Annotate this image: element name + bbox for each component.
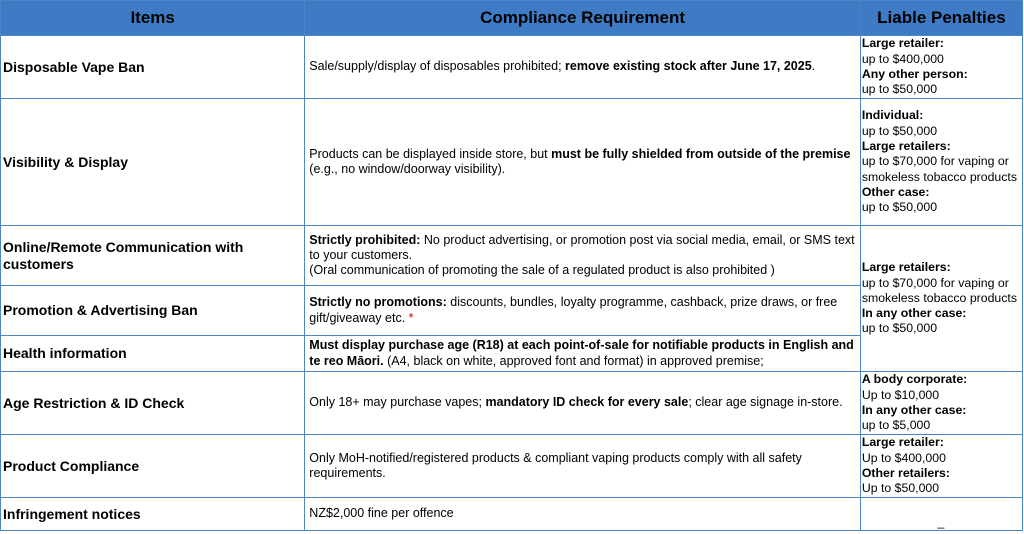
penalty-value: up to $50,000 [861, 200, 938, 215]
requirement-emphasis: mandatory ID check for every sale [485, 395, 689, 410]
requirement-text-end: . [811, 59, 816, 74]
header-liable-penalties: Liable Penalties [860, 1, 1022, 36]
requirement-emphasis: Strictly no promotions: [309, 295, 447, 310]
requirement-cell [305, 286, 861, 336]
table-row [1, 435, 1023, 498]
requirement-emphasis: must be fully shielded from outside of the premise [551, 146, 851, 161]
penalty-label: Any other person: [861, 67, 968, 81]
requirement-emphasis: Must display purchase age (R18) at each point-of-sale for notifiable products in English and te reo Māori. [309, 338, 854, 368]
requirement-cell [305, 336, 861, 372]
penalty-value: Up to $400,000 [861, 450, 946, 465]
requirement-cell [305, 435, 861, 498]
penalty-label: Large retailers: [861, 139, 951, 154]
penalty-value: up to $70,000 for vaping or smokeless tobacco products [861, 275, 1017, 305]
penalty-value: up to $50,000 [861, 321, 938, 336]
requirement-text: (A4, black on white, approved font and format) in approved premise; [383, 353, 764, 368]
penalty-value: up to $50,000 [861, 123, 938, 138]
penalty-label: Large retailer: [861, 36, 944, 51]
requirement-text: Only 18+ may purchase vapes; [309, 395, 486, 410]
penalty-cell [860, 99, 1022, 226]
requirement-text: NZ$2,000 fine per offence [309, 506, 454, 521]
requirement-emphasis: Strictly prohibited: [309, 232, 421, 247]
item-cell: Online/Remote Communication with customers [1, 226, 305, 286]
requirement-cell [305, 36, 861, 99]
penalty-value: up to $50,000 [861, 82, 938, 97]
penalty-label: Other retailers: [861, 466, 950, 480]
item-cell: Health information [1, 336, 305, 372]
requirement-cell [305, 226, 861, 286]
table-row [1, 226, 1023, 286]
requirement-cell [305, 498, 861, 531]
header-items: Items [1, 1, 305, 36]
penalty-cell [860, 36, 1022, 99]
requirement-text: Only MoH-notified/registered products & compliant vaping products comply with all safety requirements. [309, 450, 802, 480]
requirement-note: (Oral communication of promoting the sale of a regulated product is also prohibited ) [309, 263, 775, 278]
item-cell: Promotion & Advertising Ban [1, 286, 305, 336]
requirement-text-end: ; clear age signage in-store. [688, 395, 843, 410]
penalty-cell [860, 226, 1022, 372]
table-row [1, 498, 1023, 531]
penalty-value: Up to $10,000 [861, 387, 940, 402]
penalty-cell [860, 372, 1022, 435]
penalty-label: In any other case: [861, 306, 967, 321]
penalty-label: Large retailers: [861, 260, 951, 275]
requirement-cell [305, 99, 861, 226]
penalty-label: A body corporate: [861, 372, 968, 387]
item-cell: Infringement notices [1, 498, 305, 531]
requirement-emphasis: remove existing stock after June 17, 2025 [565, 59, 812, 74]
empty-dash: _ [937, 514, 945, 529]
penalty-label: Individual: [861, 108, 924, 123]
penalty-value: up to $5,000 [861, 418, 931, 433]
item-cell: Disposable Vape Ban [1, 36, 305, 99]
header-row [1, 1, 1023, 36]
item-cell: Visibility & Display [1, 99, 305, 226]
penalty-cell [860, 435, 1022, 498]
penalty-cell [860, 498, 1022, 531]
requirement-cell [305, 372, 861, 435]
requirement-text: Products can be displayed inside store, but [309, 146, 552, 161]
item-cell: Age Restriction & ID Check [1, 372, 305, 435]
header-compliance-requirement: Compliance Requirement [305, 1, 861, 36]
penalty-label: Large retailer: [861, 435, 944, 450]
asterisk-mark: * [408, 310, 414, 325]
table-row [1, 372, 1023, 435]
penalty-value: Up to $50,000 [861, 481, 940, 496]
table-row [1, 36, 1023, 99]
requirement-text: No product advertising, or promotion post via social media, email, or SMS text to your customers. [309, 232, 855, 262]
requirement-text: Sale/supply/display of disposables prohibited; [309, 59, 566, 74]
penalty-label: In any other case: [861, 403, 967, 417]
penalty-value: up to $400,000 [861, 51, 944, 66]
penalty-value: up to $70,000 for vaping or smokeless tobacco products [861, 154, 1017, 184]
requirement-text-end: (e.g., no window/doorway visibility). [309, 162, 506, 176]
requirement-text: discounts, bundles, loyalty programme, cashback, prize draws, or free gift/giveaway etc. [309, 295, 838, 325]
penalty-label: Other case: [861, 184, 930, 199]
table-row [1, 99, 1023, 226]
item-cell: Product Compliance [1, 435, 305, 498]
